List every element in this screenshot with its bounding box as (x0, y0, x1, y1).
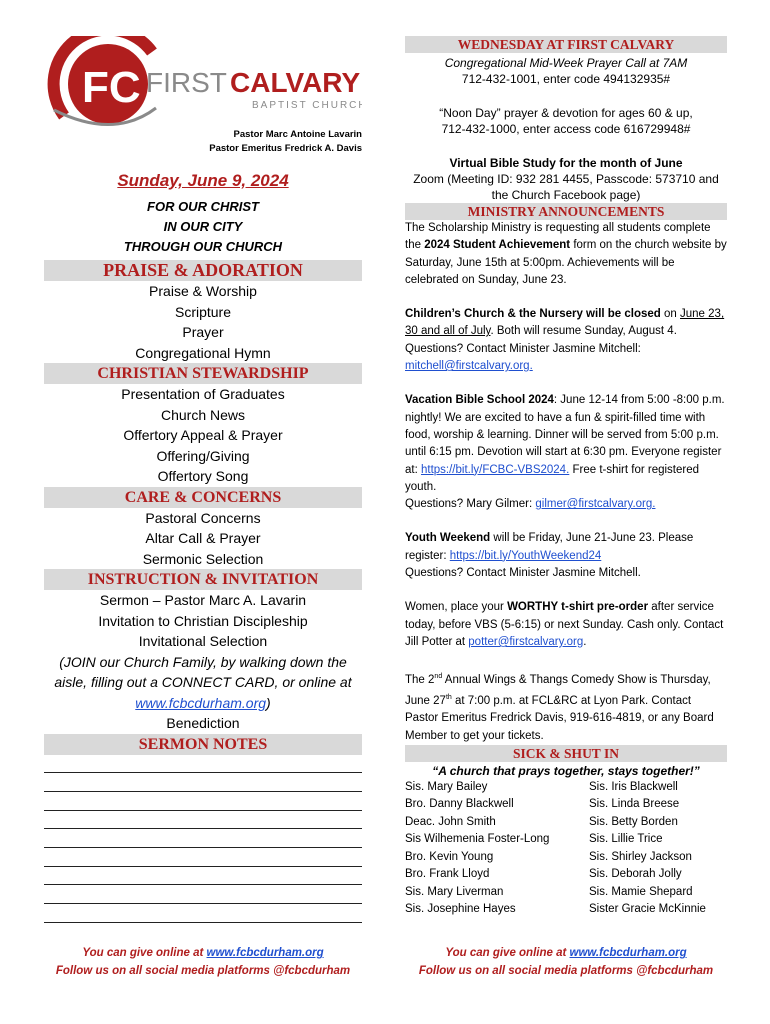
announcement-tshirt: Women, place your WORTHY t-shirt pre-order after service today, before VBS (5-6:15) or next Sunday. Cash only. Contact Jill Potter at potter@firstcalvary.org. (405, 601, 724, 648)
website-link[interactable]: www.fcbcdurham.org (135, 694, 267, 711)
list-item: Sis. Linda Breese (589, 798, 680, 811)
list-item: Sister Gracie McKinnie (589, 902, 706, 915)
pastor-emeritus-name: Pastor Emeritus Fredrick A. Davis (209, 143, 362, 154)
announcement-youth: Youth Weekend will be Friday, June 21-June 23. Please register: https://bit.ly/YouthWeekend24 Questions? Contact Minister Jasmine Mitchell. (405, 532, 694, 580)
list-item: Sis. Josephine Hayes (405, 902, 516, 915)
vbs-register-link[interactable]: https://bit.ly/FCBC-VBS2024. (420, 463, 570, 476)
footer-right: You can give online at www.fcbcdurham.org Follow us on all social media platforms @fcbcdurham (405, 944, 727, 980)
sick-list-column-2 (589, 779, 727, 918)
order-item: Praise & Worship (149, 283, 257, 299)
church-motto: FOR OUR CHRIST IN OUR CITY THROUGH OUR CHURCH (123, 199, 283, 254)
order-item: Offertory Song (157, 468, 249, 484)
pastors-list (44, 128, 362, 156)
list-item: Sis. Mamie Shepard (589, 885, 693, 898)
section-header-ministry: MINISTRY ANNOUNCEMENTS (405, 203, 727, 220)
join-invitation: (JOIN our Church Family, by walking down the aisle, filling out a CONNECT CARD, or online at www.fcbcdurham.org) (54, 653, 352, 711)
email-link[interactable]: potter@firstcalvary.org (468, 635, 584, 648)
note-line[interactable] (44, 792, 362, 811)
sick-list (405, 779, 727, 918)
section-header-care: CARE & CONCERNS (44, 487, 362, 508)
note-line[interactable] (44, 811, 362, 830)
list-item: Bro. Danny Blackwell (405, 798, 514, 811)
sick-quote: “A church that prays together, stays together!” (432, 764, 700, 779)
pastor-name: Pastor Marc Antoine Lavarin (233, 129, 362, 140)
order-item: Offering/Giving (156, 447, 250, 464)
list-item: Sis Wilhemenia Foster-Long (405, 833, 550, 846)
list-item: Sis. Deborah Jolly (589, 868, 682, 881)
order-item: Benediction (166, 715, 240, 731)
order-item: Altar Call & Prayer (145, 530, 261, 546)
list-item: Sis. Mary Bailey (405, 781, 488, 794)
order-item: Pastoral Concerns (145, 509, 261, 526)
list-item: Sis. Shirley Jackson (589, 850, 692, 863)
section-header-instruction: INSTRUCTION & INVITATION (44, 569, 362, 590)
svg-text:BAPTIST CHURCH: BAPTIST CHURCH (252, 100, 362, 111)
bible-study-title: Virtual Bible Study for the month of June (449, 156, 683, 170)
order-item: Offertory Appeal & Prayer (123, 427, 283, 443)
svg-text:FIRST: FIRST (146, 67, 227, 98)
order-item: Church News (160, 406, 246, 423)
note-line[interactable] (44, 867, 362, 886)
announcement-vbs: Vacation Bible School 2024: June 12-14 from 5:00 -8:00 p.m. nightly! We are excited to have a fun & spirit-filled time with food, worship & learning. Dinner will be served from 5:00 p.m. until 6:15 pm. Devotion will start at 6:30 pm. Everyone register at: https://bit.ly/FCBC-VBS2024. Free t-shirt for registered youth. Questions? Mary Gilmer: gilmer@firstcalvary.org. (405, 394, 725, 511)
note-line[interactable] (44, 773, 362, 792)
list-item: Deac. John Smith (405, 815, 496, 828)
list-item: Sis. Lillie Trice (589, 833, 663, 846)
give-online-link[interactable]: www.fcbcdurham.org (206, 947, 324, 959)
order-item: Congregational Hymn (135, 344, 271, 361)
order-item: Invitational Selection (138, 633, 268, 649)
right-column (405, 36, 727, 918)
svg-text:CALVARY: CALVARY (230, 67, 361, 98)
logo-emblem-icon (44, 36, 362, 128)
church-logo (44, 36, 362, 128)
sermon-notes-lines (44, 755, 362, 923)
instruction-items (44, 590, 362, 734)
list-item: Sis. Mary Liverman (405, 885, 504, 898)
note-line[interactable] (44, 755, 362, 774)
list-item: Bro. Kevin Young (405, 850, 494, 863)
left-column (44, 36, 362, 923)
service-date: Sunday, June 9, 2024 (117, 171, 289, 190)
note-line[interactable] (44, 885, 362, 904)
footer-left: You can give online at www.fcbcdurham.org Follow us on all social media platforms @fcbcdurham (44, 944, 362, 980)
announcement-scholarship: The Scholarship Ministry is requesting all students complete the 2024 Student Achievement form on the church website by Saturday, June 15th at 5:00pm. Achievements will be celebrated on Sunday, June 23. (405, 222, 727, 286)
email-link[interactable]: gilmer@firstcalvary.org. (535, 498, 656, 511)
social-media-text: Follow us on all social media platforms @fcbcdurham (55, 965, 351, 977)
social-media-text: Follow us on all social media platforms @fcbcdurham (418, 965, 714, 977)
order-item: Sermonic Selection (142, 550, 264, 567)
svg-text:FC: FC (82, 63, 141, 112)
note-line[interactable] (44, 848, 362, 867)
sick-list-column-1 (405, 779, 585, 918)
list-item: Sis. Iris Blackwell (589, 781, 678, 794)
section-header-notes: SERMON NOTES (44, 734, 362, 755)
note-line[interactable] (44, 904, 362, 923)
note-line[interactable] (44, 829, 362, 848)
stewardship-items (44, 384, 362, 487)
praise-items (44, 281, 362, 363)
wednesday-prayer-call: Congregational Mid-Week Prayer Call at 7AM 712-432-1001, enter code 494132935# “Noon Day” prayer & devotion for ages 60 & up, 712-432-1000, enter access code 616729948# Virtual Bible Study for the month of June Zoom (Meeting ID: 932 281 4455, Passcode: 573710 and the Church Facebook page) (405, 55, 727, 203)
section-header-praise: PRAISE & ADORATION (44, 260, 362, 281)
order-item: Presentation of Graduates (121, 386, 285, 402)
order-item: Invitation to Christian Discipleship (98, 612, 308, 629)
give-online-link[interactable]: www.fcbcdurham.org (569, 947, 687, 959)
list-item: Sis. Betty Borden (589, 815, 678, 828)
care-items (44, 508, 362, 570)
order-item: Sermon – Pastor Marc A. Lavarin (99, 592, 307, 608)
announcement-comedy: The 2nd Annual Wings & Thangs Comedy Show is Thursday, June 27th at 7:00 p.m. at FCL&RC at Lyon Park. Contact Pastor Emeritus Fredrick Davis, 919-616-4819, or any Board Member to get your tickets. (405, 673, 714, 742)
order-item: Prayer (182, 324, 224, 340)
email-link[interactable]: mitchell@firstcalvary.org. (405, 360, 533, 373)
section-header-sick: SICK & SHUT IN (405, 745, 727, 762)
section-header-wednesday: WEDNESDAY AT FIRST CALVARY (405, 36, 727, 53)
order-item: Scripture (174, 303, 232, 320)
ministry-announcements (405, 220, 727, 745)
announcement-childrens-church: Children’s Church & the Nursery will be closed on June 23, 30 and all of July. Both will resume Sunday, August 4. Questions? Contact Minister Jasmine Mitchell: mitchell@firstcalvary.org. (405, 308, 725, 373)
youth-register-link[interactable]: https://bit.ly/YouthWeekend24 (449, 549, 602, 562)
list-item: Bro. Frank Lloyd (405, 868, 490, 881)
section-header-stewardship: CHRISTIAN STEWARDSHIP (44, 363, 362, 384)
